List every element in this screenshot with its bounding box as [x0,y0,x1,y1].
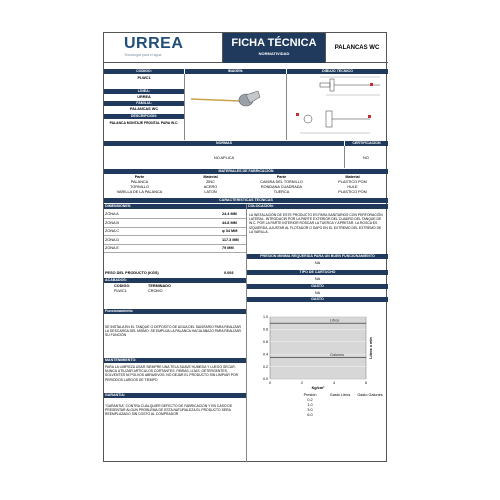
imagen-bar: IMAGEN: [184,69,286,74]
chart-ylabel: Litros x min [369,337,373,359]
materiales-cell: RONDANA CUADRADA [260,185,303,189]
materiales-cell: PALANCA [130,180,149,184]
normas-bar: NORMAS [104,141,344,146]
gasto-table-header: Gasto Galones [357,393,383,397]
chart-ytick-label: 1.0 [263,315,268,320]
dimension-valor: 79 MM [222,246,234,250]
gasto-bar: GASTO [247,284,388,289]
dimension-divider [104,252,246,253]
certificacion-bar: CERTIFICACION [344,141,388,146]
descripcion-bar: DESCRIPCIÓN: [104,114,184,119]
peso-label: PESO DEL PRODUCTO (KGS) [105,271,159,275]
product-family-heading: PALANCAS WC [334,45,380,51]
codigo-value: PLWC1 [137,76,151,80]
materiales-header-cell: Material [345,175,360,179]
materiales-header-cell: Parte [134,175,145,179]
dimension-valor: 24.4 MM [222,212,237,216]
codigo-bar: CODIGO: [104,69,184,74]
presion-value: NA [314,261,321,265]
materiales-cell: ACERO [203,185,218,189]
chart-ytick-label: 0.6 [263,340,268,344]
dimension-zona: ZONA C [105,229,120,233]
colocacion-text: LA INSTALACIÓN DE ESTE PRODUCTO ES PARA SANITARIOS CON PERFORACIÓN LATERAL. INTRODUCIR POR LA PARTE EXTERIOR DEL CUADRO DEL TANQUE DE W.C. POR LA PARTE INTERIOR ROSCAR LA TUERCA Y APRETAR. LA ROSCA ES IZQUIERDA. AJUSTAR AL FLOTADOR O SAPO EN EL EXTREMO DEL EXTREMO DE LA VARILLA. [249,213,383,234]
brand-tagline: Tecnología para el agua [124,53,162,57]
drawing-marker-b [368,115,371,118]
gasto-table-cell: 6.0 [307,413,313,417]
acabados-cell: CROMO [148,289,163,293]
product-image [188,85,280,113]
caracteristicas-bar: CARACTERISTICAS TÉCNICAS [104,198,388,203]
gasto-table-cell: 1.0 [307,403,313,407]
linea-value: URREA [137,95,151,99]
materiales-cell: ZINC [206,180,215,184]
chart-plot-area [270,317,366,379]
materiales-cell: PLASTICO POM [338,180,367,184]
dimension-divider [104,235,246,236]
materiales-header-cell: Parte [276,175,287,179]
dimensiones-bar: DIMENSIONES: [104,204,246,209]
mantenimiento-text: PARA LA LIMPIEZA USAR SIEMPRE UNA TELA SUAVE HUMEDA Y LUEGO SECAR. NUNCA UTILIZAR ARTICULOS CORTANTES, FIBRAS, LIJAS, DETERGENTES, SOLVENTES NI POLVOS ABRASIVOS. NO DEJAR EL PRODUCTO SIN LIMPIAR POR PERIODOS LARGOS DE TIEMPO [105,365,239,382]
chart-series-label: Galones [330,352,345,357]
dimensiones-table [104,210,246,254]
gasto-value: NA [314,291,321,295]
document-title-block [222,33,326,63]
materiales-cell: TORNILLO [130,185,149,189]
gasto-bar-2: GASTO [247,297,388,302]
materiales-cell: TUERCA [273,190,290,194]
acabados-cell: PLWC1 [114,289,127,293]
dimension-zona: ZONA B [105,220,119,225]
tipo-cartucho-value: NA [314,277,321,281]
chart-ytick-label: 0.8 [263,327,268,332]
materiales-bar: MATERIALES DE FABRICACIÓN [104,169,388,174]
acabados-bar: ACABADOS: [104,278,246,283]
familia-value: PALANCAS WC [129,107,159,111]
brand-logo [104,33,222,63]
materiales-cell: VARILLA DE LA PALANCA [116,190,163,194]
brand-name: URREA [124,35,184,52]
dimension-divider [104,244,246,245]
drawing-front-handle [320,83,330,87]
acabados-table [104,284,246,296]
chart-ytick-label: 0.2 [263,364,268,369]
chart-series-label: Litros [330,318,340,323]
gasto-table-header: Presión [303,393,317,397]
peso-value: 0.093 [224,271,234,275]
document-title: FICHA TÉCNICA [231,37,317,49]
presion-bar: PRESION MINIMA REQUERIDA PARA UN BUEN FUNCIONAMIENTO [247,254,388,259]
funcionamiento-text: SE INSTALA EN EL TANQUE O DEPOSITO DE AGUA DEL SANITARIO PARA REALIZAR LA DESCARGA DEL MISMO. SE EMPUJA LA PALANCA HACIA ABAJO PARA REALIZAR SU FUNCIÓN [105,325,241,338]
garantia-bar: GARANTIA: [104,393,246,398]
gasto-table-cell: 3.0 [307,408,313,412]
chart-ytick-label: 0.4 [263,352,268,357]
acabados-header-cell: CODIGO [114,284,130,288]
materiales-cell: PLASTICO POM [338,190,367,194]
gasto-chart [252,311,384,395]
drawing-marker-c [370,83,373,86]
drawing-front-plate [330,79,334,91]
dimension-zona: ZONA D [105,237,120,242]
mantenimiento-bar: MANTENIMIENTO: [104,358,246,363]
dibujo-bar: DIBUJO TECNICO [286,69,388,74]
header [104,33,388,63]
linea-bar: LÍNEA: [104,89,184,94]
chart-xtick-label: 0 [269,381,271,385]
normas-value: NO APLICA [213,156,235,160]
acabados-header-cell: TERMINADO [148,284,171,288]
dimension-valor: 117.3 MM [222,237,239,242]
drawing-marker-a [296,113,299,116]
dimension-valor: 44.8 MM [222,220,237,225]
familia-bar: FAMILIA: [104,101,184,106]
descripcion-value: PALANCA MONTAJE FRONTAL PARA W.C. [109,121,179,125]
dimension-zona: ZONA A [105,212,119,216]
dimension-valor: φ 34 MM [222,229,238,233]
chart-xtick-label: 4 [333,381,335,385]
chart-xtick-label: 2 [301,381,303,385]
drawing-handle-circle [304,115,312,123]
document-subtitle: NORMATIVIDAD [258,51,290,56]
chart-xlabel: Kg/cm² [311,386,325,390]
dimension-divider [104,218,246,219]
gasto-table [294,393,388,419]
chart-xtick-label: 6 [365,381,367,385]
gasto-table-cell: 0.2 [307,398,313,402]
materiales-table [104,175,388,197]
technical-drawing [290,75,386,139]
ficha-tecnica-sheet [103,32,387,462]
dimension-zona: ZONA E [105,246,119,250]
certificacion-value: NO [363,156,369,160]
colocacion-bar: COLOCACIÓN: [247,204,388,209]
materiales-cell: LATON [204,190,217,194]
tipo-cartucho-bar: TIPO DE CARTUCHO [247,270,388,275]
gasto-table-header: Gasto Litros [329,393,351,397]
materiales-cell: HULE [347,185,358,189]
materiales-header-cell: Material [203,175,218,179]
chart-ytick-label: 0.0 [263,377,268,382]
dimension-divider [104,227,246,228]
product-image-rod [191,99,240,101]
funcionamiento-bar: Funcionamiento [104,309,246,314]
garantia-text: "GARANTIA" CONTRA CUALQUIER DEFECTO DE FABRICACION Y EN CASO DE PRESENTAR ALGUN PROBLEMA DE ESTA NATURALEZA EL PRODUCTO SERA REEMPLAZADO SIN COSTO AL COMPRADOR [105,404,233,417]
drawing-side-plate [326,111,332,127]
materiales-cell: CAMISA DEL TORNILLO [260,180,303,184]
